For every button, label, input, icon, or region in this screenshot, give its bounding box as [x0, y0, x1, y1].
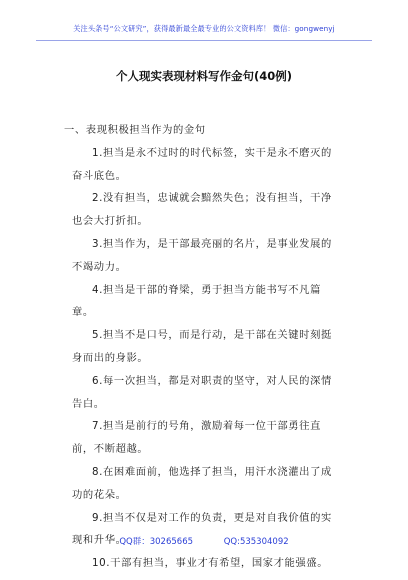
document-body — [64, 119, 336, 575]
list-item: 8.在困难面前，他选择了担当，用汗水浇灌出了成功的花朵。 — [72, 465, 332, 501]
document-title: 个人现实表现材料写作金句(40例) — [115, 69, 292, 83]
list-item: 1.担当是永不过时的时代标签，实干是永不磨灭的奋斗底色。 — [72, 146, 332, 182]
list-item: 5.担当不是口号，而是行动，是干部在关键时刻挺身而出的身影。 — [72, 329, 332, 364]
list-item: 9.担当不仅是对工作的负责，更是对自我价值的实现和升华。 — [72, 511, 332, 547]
header-divider — [36, 40, 372, 41]
footer-qq: QQ:535304092 — [223, 537, 289, 547]
list-item: 3.担当作为，是干部最亮丽的名片，是事业发展的不竭动力。 — [72, 237, 332, 273]
section-heading: 一、表现积极担当作为的金句 — [64, 124, 206, 136]
list-item: 4.担当是干部的脊梁，勇于担当方能书写不凡篇章。 — [72, 283, 321, 319]
page-header-banner: 关注头条号“公文研究”，获得最新最全最专业的公文资料库！ 微信：gongwenyj — [73, 24, 335, 33]
page-footer — [0, 535, 408, 547]
list-item: 7.担当是前行的号角，激励着每一位干部勇往直前，不断超越。 — [72, 420, 321, 456]
footer-qq-group: QQ群：30265665 — [119, 537, 194, 547]
list-item: 6.每一次担当，都是对职责的坚守，对人民的深情告白。 — [72, 374, 332, 410]
list-item: 10.干部有担当，事业才有希望，国家才能强盛。 — [92, 557, 329, 570]
list-item: 2.没有担当，忠诚就会黯然失色；没有担当，干净也会大打折扣。 — [72, 192, 332, 228]
